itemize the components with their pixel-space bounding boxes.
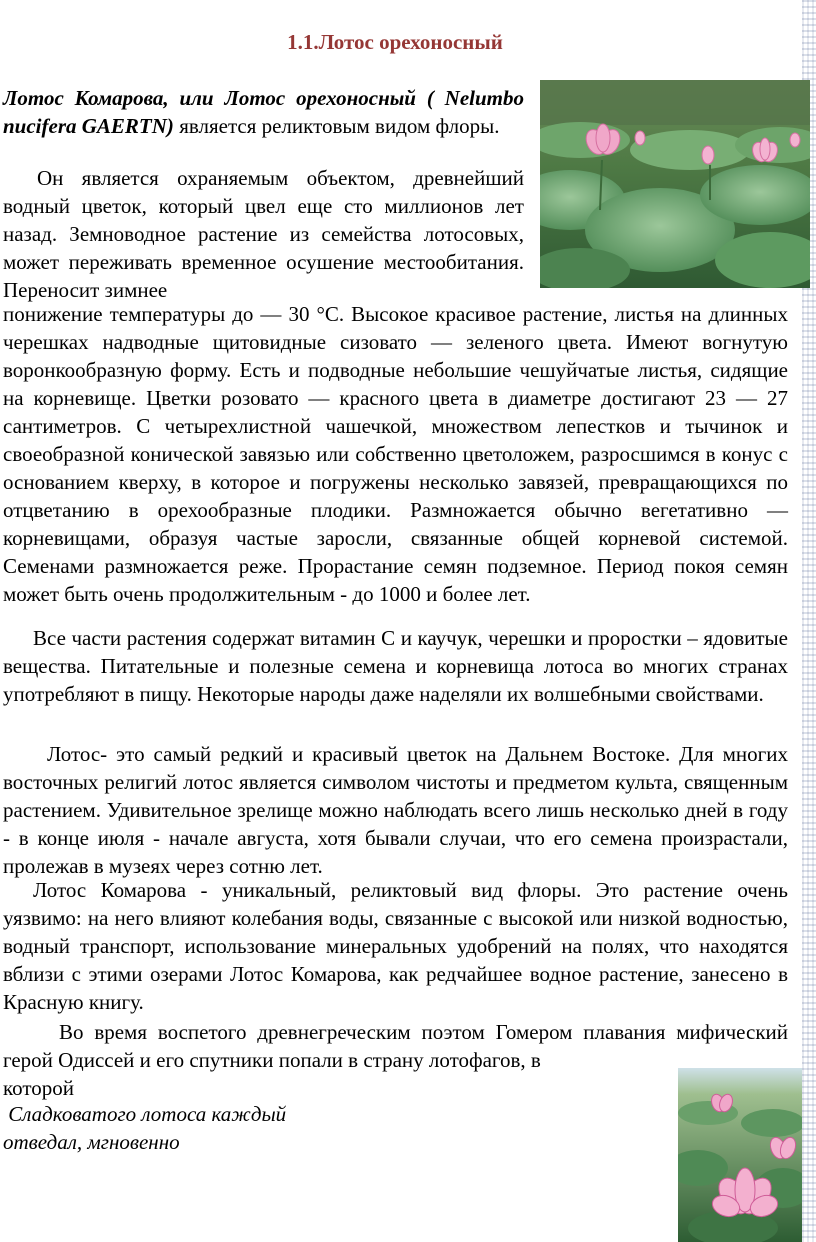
- properties-text: Все части растения содержат витамин С и каучук, черешки и проростки – ядовитые вещества. Питательные и полезные семена и корневища лотоса во многих странах употребляют в пищу. Некоторые народы даже наделяли их волшебными свойствами.: [3, 626, 788, 706]
- intro-latin-name: Nelumbo nucifera GAERTN): [3, 86, 524, 138]
- poem-line-2: отведал, мгновенно: [3, 1130, 180, 1154]
- lotus-field-photo: [540, 80, 810, 288]
- red-book-text: Лотос Комарова - уникальный, реликтовый вид флоры. Это растение очень уязвимо: на него влияют колебания воды, связанные с высокой или низкой водностью, водный транспорт, использование минеральных удобрений на полях, что находятся вблизи с этими озерами Лотос Комарова, как редчайшее водное растение, занесено в Красную книгу.: [3, 878, 788, 1014]
- paragraph-description-continued: понижение температуры до — 30 °С. Высокое красивое растение, листья на длинных черешках надводные щитовидные сизовато — зеленого цвета. Имеют вогнутую воронкообразную форму. Есть и подводные небольшие чешуйчатые листья, сидящие на корневище. Цветки розовато — красного цвета в диаметре достигают 23 — 27 сантиметров. С четырехлистной чашечкой, множеством лепестков и тычинок и своеобразной конической завязью или собственно цветоложем, разросшимся в конус с основанием кверху, в которое и погружены несколько завязей, превращающихся по отцветанию в орехообразные плодики. Размножается обычно вегетативно — корневищами, образуя частые заросли, связанные общей корневой системой. Семенами размножается реже. Прорастание семян подземное. Период покоя семян может быть очень продолжительным - до 1000 и более лет.: [3, 302, 788, 606]
- paragraph-intro: [3, 84, 524, 140]
- description-start-text: Он является охраняемым объектом, древнейший водный цветок, который цвел еще сто миллионов лет назад. Земноводное растение из семейства лотосовых, может переживать временное осушение местообитания. Переносит зимнее: [3, 166, 524, 302]
- odyssey-text: Во время воспетого древнегреческим поэтом Гомером плавания мифический герой Одиссей и его спутники попали в страну лотофагов, в: [3, 1020, 788, 1072]
- lotus-closeup-photo: [678, 1068, 802, 1242]
- poem-line-1: Сладковатого лотоса каждый: [8, 1102, 287, 1126]
- paragraph-red-book: [3, 876, 788, 1016]
- paragraph-description-start: [3, 164, 524, 304]
- intro-italic-name: Лотос Комарова, или Лотос орехоносный (: [3, 86, 445, 110]
- intro-rest: является реликтовым видом флоры.: [173, 114, 500, 138]
- paragraph-odyssey: [3, 1018, 788, 1074]
- page-title: 1.1.Лотос орехоносный: [287, 30, 503, 54]
- paragraph-properties: [3, 624, 788, 708]
- poem-quote: [3, 1100, 403, 1156]
- paragraph-far-east: [3, 740, 788, 880]
- far-east-text: Лотос- это самый редкий и красивый цветок на Дальнем Востоке. Для многих восточных религий лотос является символом чистоты и предметом культа, священным растением. Удивительное зрелище можно наблюдать всего лишь несколько дней в году - в конце июля - начале августа, хотя бывали случаи, что его семена произрастали, пролежав в музеях через сотню лет.: [3, 742, 788, 878]
- paragraph-odyssey-end: которой: [3, 1076, 74, 1100]
